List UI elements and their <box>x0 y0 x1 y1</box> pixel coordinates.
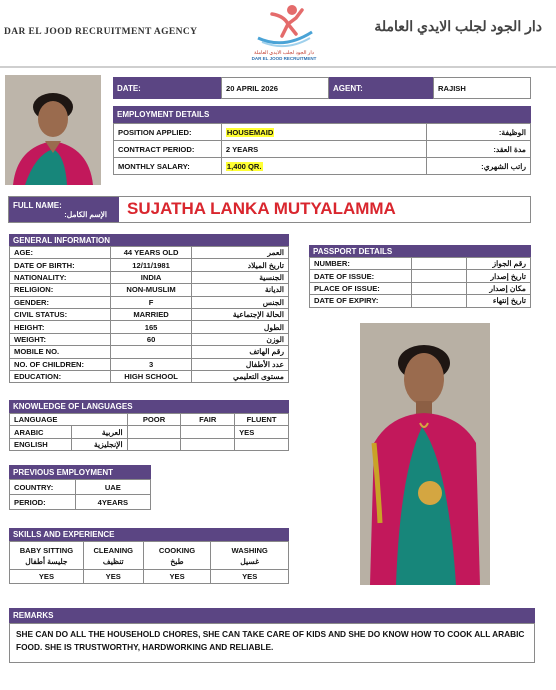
remarks-title: REMARKS <box>9 608 535 623</box>
skill-name-en: CLEANING <box>93 545 134 555</box>
general-row-ar: الجنس <box>192 296 289 308</box>
skill-header <box>10 542 84 570</box>
general-row-value: F <box>110 296 192 308</box>
general-row <box>10 346 289 358</box>
general-row-ar: الطول <box>192 321 289 333</box>
skill-value: YES <box>10 570 84 584</box>
languages-table <box>9 413 289 451</box>
general-row <box>10 358 289 370</box>
skill-name-ar: جليسة أطفال <box>25 556 68 566</box>
general-row-ar: الحالة الإجتماعية <box>192 308 289 320</box>
general-row-value: 44 YEARS OLD <box>110 247 192 259</box>
language-fair <box>181 438 235 450</box>
general-title: GENERAL INFORMATION <box>9 234 289 246</box>
lang-header-poor: POOR <box>127 414 181 426</box>
header-divider <box>0 66 556 68</box>
employment-row-ar: الوظيفة: <box>427 124 531 141</box>
skill-name-en: COOKING <box>158 545 196 555</box>
employment-row-label: POSITION APPLIED: <box>114 124 222 141</box>
general-row-value: HIGH SCHOOL <box>110 370 192 382</box>
general-row-value: 165 <box>110 321 192 333</box>
employment-row <box>114 158 531 175</box>
passport-row <box>310 282 531 294</box>
agency-name-en: DAR EL JOOD RECRUITMENT AGENCY <box>4 27 198 37</box>
general-row <box>10 247 289 259</box>
language-name-ar: الإنجليزية <box>71 438 127 450</box>
general-row-value: 12/11/1981 <box>110 259 192 271</box>
employment-row <box>114 141 531 158</box>
general-row <box>10 333 289 345</box>
general-row-ar: الوزن <box>192 333 289 345</box>
language-fluent: YES <box>235 426 289 438</box>
employment-title: EMPLOYMENT DETAILS <box>113 106 531 123</box>
agency-logo <box>236 2 332 64</box>
fullname-label-box <box>9 197 119 222</box>
language-name-ar: العربية <box>71 426 127 438</box>
general-row-ar: الديانة <box>192 284 289 296</box>
employment-row-ar: راتب الشهري: <box>427 158 531 175</box>
language-row <box>10 438 289 450</box>
passport-row-ar: مكان إصدار <box>467 282 531 294</box>
passport-row-label: DATE OF EXPIRY: <box>310 295 412 307</box>
passport-row-value <box>411 258 466 270</box>
previous-table <box>9 479 151 510</box>
previous-title: PREVIOUS EMPLOYMENT <box>9 465 151 479</box>
lang-header-fair: FAIR <box>181 414 235 426</box>
general-row-value: INDIA <box>110 271 192 283</box>
agency-name-ar: دار الجود لجلب الايدي العاملة <box>374 18 542 34</box>
skills-header-row <box>10 542 289 570</box>
general-row-value: 60 <box>110 333 192 345</box>
general-row-label: NO. OF CHILDREN: <box>10 358 111 370</box>
employment-row-label: MONTHLY SALARY: <box>114 158 222 175</box>
skills-value-row <box>10 570 289 584</box>
fullname-label-ar: الإسم الكامل: <box>64 209 107 219</box>
employment-table <box>113 123 531 175</box>
general-row <box>10 259 289 271</box>
previous-country-label: COUNTRY: <box>10 480 76 495</box>
skill-name-ar: غسيل <box>240 556 260 566</box>
employment-row-ar: مدة العقد: <box>427 141 531 158</box>
general-row-label: NATIONALITY: <box>10 271 111 283</box>
previous-period-label: PERIOD: <box>10 495 76 510</box>
previous-country-value: UAE <box>75 480 150 495</box>
candidate-photo-large <box>360 323 490 585</box>
date-label: DATE: <box>113 77 221 99</box>
logo-text-en: DAR EL JOOD RECRUITMENT <box>251 56 317 61</box>
general-row-ar: العمر <box>192 247 289 259</box>
language-row <box>10 426 289 438</box>
language-fluent <box>235 438 289 450</box>
general-row-value: 3 <box>110 358 192 370</box>
general-row-label: EDUCATION: <box>10 370 111 382</box>
general-row-ar: تاريخ الميلاد <box>192 259 289 271</box>
general-row <box>10 308 289 320</box>
employment-row-label: CONTRACT PERIOD: <box>114 141 222 158</box>
skills-table <box>9 541 289 584</box>
general-row-label: AGE: <box>10 247 111 259</box>
language-name: ENGLISH <box>10 438 72 450</box>
date-value: 20 APRIL 2026 <box>221 77 329 99</box>
general-row-ar: رقم الهاتف <box>192 346 289 358</box>
fullname-label: FULL NAME: <box>13 200 62 210</box>
general-row-value: NON-MUSLIM <box>110 284 192 296</box>
languages-title: KNOWLEDGE OF LANGUAGES <box>9 400 289 413</box>
lang-header-fluent: FLUENT <box>235 414 289 426</box>
general-table <box>9 246 289 383</box>
skill-header <box>83 542 143 570</box>
previous-period-value: 4YEARS <box>75 495 150 510</box>
general-row-value: MARRIED <box>110 308 192 320</box>
agent-label: AGENT: <box>329 77 433 99</box>
language-poor <box>127 438 181 450</box>
remarks-text: SHE CAN DO ALL THE HOUSEHOLD CHORES, SHE CAN TAKE CARE OF KIDS AND SHE DO KNOW HOW TO COOK ALL ARABIC FOOD. SHE IS TRUSTWORTHY, HARDWORKING AND RELIABLE. <box>9 623 535 663</box>
employment-row-value <box>221 158 426 175</box>
fullname-value: SUJATHA LANKA MUTYALAMMA <box>127 199 396 218</box>
general-row-label: WEIGHT: <box>10 333 111 345</box>
passport-row-label: DATE OF ISSUE: <box>310 270 412 282</box>
passport-row-ar: تاريخ إصدار <box>467 270 531 282</box>
skills-title: SKILLS AND EXPERIENCE <box>9 528 289 541</box>
top-info <box>113 77 531 99</box>
skill-value: YES <box>83 570 143 584</box>
passport-row-ar: رقم الجواز <box>467 258 531 270</box>
skill-name-en: BABY SITTING <box>19 545 74 555</box>
lang-header-language: LANGUAGE <box>10 414 128 426</box>
general-row-label: RELIGION: <box>10 284 111 296</box>
general-row <box>10 321 289 333</box>
passport-row-ar: تاريخ إنتهاء <box>467 295 531 307</box>
skill-header <box>143 542 211 570</box>
general-row <box>10 284 289 296</box>
passport-row-label: NUMBER: <box>310 258 412 270</box>
general-row <box>10 370 289 382</box>
employment-row-value: 2 YEARS <box>221 141 426 158</box>
general-row-ar: عدد الأطفال <box>192 358 289 370</box>
language-fair <box>181 426 235 438</box>
passport-row <box>310 258 531 270</box>
candidate-photo-small <box>5 75 101 185</box>
passport-row-value <box>411 282 466 294</box>
passport-row-label: PLACE OF ISSUE: <box>310 282 412 294</box>
skill-name-en: WASHING <box>231 545 268 555</box>
general-row-label: GENDER: <box>10 296 111 308</box>
skill-value: YES <box>211 570 289 584</box>
passport-row <box>310 270 531 282</box>
logo-text-ar: دار الجود لجلب الايدي العاملة <box>254 50 314 56</box>
general-row-label: MOBILE NO. <box>10 346 111 358</box>
general-row <box>10 296 289 308</box>
general-row-ar: الجنسية <box>192 271 289 283</box>
passport-row-value <box>411 270 466 282</box>
agent-value: RAJISH <box>433 77 531 99</box>
general-row <box>10 271 289 283</box>
general-row-ar: مستوى التعليمي <box>192 370 289 382</box>
fullname-box <box>8 196 531 223</box>
highlight-value: 1,400 QR. <box>226 161 262 171</box>
skill-name-ar: تنظيف <box>102 556 124 566</box>
general-row-label: DATE OF BIRTH: <box>10 259 111 271</box>
passport-row-value <box>411 295 466 307</box>
general-row-value <box>110 346 192 358</box>
general-row-label: HEIGHT: <box>10 321 111 333</box>
skill-header <box>211 542 289 570</box>
general-row-label: CIVIL STATUS: <box>10 308 111 320</box>
logo-figure-icon <box>236 2 332 48</box>
language-name: ARABIC <box>10 426 72 438</box>
skill-name-ar: طبخ <box>170 556 184 566</box>
employment-row <box>114 124 531 141</box>
language-poor <box>127 426 181 438</box>
skill-value: YES <box>143 570 211 584</box>
passport-title: PASSPORT DETAILS <box>309 245 531 257</box>
passport-row <box>310 295 531 307</box>
passport-table <box>309 257 531 308</box>
employment-row-value <box>221 124 426 141</box>
highlight-value: HOUSEMAID <box>226 127 274 137</box>
